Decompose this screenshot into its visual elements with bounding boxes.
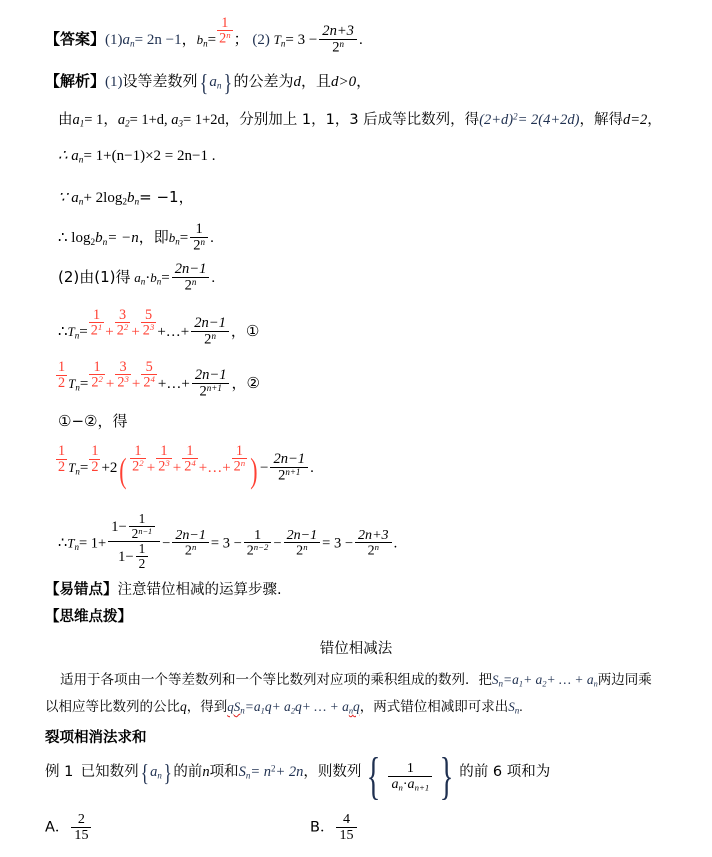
analysis-log-lead: ∵ a: [58, 190, 79, 206]
option-b-fraction: $\frac{4}{15}$: [336, 812, 356, 843]
analysis-a1-val: = 1: [84, 112, 104, 128]
equation-1-terms: [88, 307, 158, 340]
tip-body-line-2: 以相应等比数列的公比q，得到$qS_n=a_1q+ a_2q+$ … + $a_nq$，两式错位相减即可求出$S_n$.: [45, 699, 523, 716]
answer-a-sub: n: [130, 39, 135, 50]
answer-b-sub: n: [203, 38, 208, 49]
option-a-key: A．: [45, 819, 70, 836]
analysis-a1: a: [72, 112, 80, 128]
spellcheck-underline-qsn: $qS_n$: [227, 699, 245, 716]
analysis-d-value: d=2: [623, 112, 648, 128]
next-section-heading-text: 裂项相消法求和: [45, 730, 147, 746]
term-num: 1: [182, 444, 198, 459]
option-a[interactable]: [45, 812, 93, 843]
equation-2-terms: [88, 359, 158, 392]
analysis-a3-val: = 1+2d: [183, 112, 225, 128]
analysis-log2-lead: ∴ log: [58, 230, 91, 247]
answer-period: .: [358, 31, 363, 48]
term-den: $2^3$: [117, 374, 129, 391]
term-fraction: [89, 308, 105, 338]
analysis-eqn-right: = 2(4+2d): [517, 112, 580, 128]
analysis-part2-marker: (2)由(1)得: [58, 268, 131, 287]
next-section-heading: [45, 726, 147, 747]
term-den: $2^4$: [184, 458, 196, 475]
term-num: 3: [115, 308, 131, 323]
geo-numerator: 1− $\frac{1}{2^{n-1}}$: [108, 512, 160, 542]
answer-b: b: [196, 31, 204, 47]
analysis-text-1c: ，且: [300, 72, 331, 90]
answer-T-frac-den: 2$^n$: [332, 38, 345, 56]
term-den: $2^2$: [91, 374, 103, 391]
analysis-line2-text: ，分别加上 1，1，3 后成等比数列，得: [224, 112, 480, 128]
answer-line: [45, 16, 363, 56]
equation-2-last-term: $\frac{2n-1}{2^{n+1}}$: [192, 368, 230, 400]
equation-3-tail-fraction: $\frac{2n-1}{2^{n+1}}$: [270, 452, 308, 484]
term-fraction: [141, 360, 157, 390]
tip-label: 【思维点拨】: [45, 609, 132, 625]
analysis-line-5: ∴ $\log_2b_n= -n$，即$b_n=$ $\frac{1}{2^n}$ .: [58, 221, 214, 254]
term-den: $2^2$: [116, 322, 129, 339]
term-num: 3: [115, 360, 131, 375]
analysis-d: d: [293, 74, 301, 90]
tip-heading-text: 错位相减法: [319, 641, 393, 657]
term-num: 1: [130, 444, 146, 459]
option-b-key: B．: [310, 819, 335, 836]
term-den: $2^1$: [90, 322, 103, 339]
term-fraction: [141, 308, 157, 338]
equation-3-minus: −: [259, 459, 269, 476]
analysis-line2-tail: ，解得: [579, 112, 623, 128]
example-line: 例 1 已知数列{ $a_n$} 的前n项和$S_n= n^2+ 2n$，则数列 { $\frac{1}{a_n\cdot a_{n+1}}$ } 的前 6 项和为: [45, 747, 551, 806]
equation-3-dots: +…+: [198, 459, 231, 476]
term-plus: +: [105, 323, 114, 340]
term-den: $2^2$: [132, 458, 144, 475]
term-fraction: [182, 444, 198, 474]
equation-1-tag: ，①: [230, 321, 260, 340]
equation-final-f1: $\frac{2n-1}{2^n}$: [172, 528, 209, 559]
term-plus: +: [105, 375, 115, 392]
answer-label: 【答案】: [45, 29, 106, 48]
tip-label-line: [45, 605, 132, 626]
term-plus: +: [146, 459, 156, 476]
subtract-line: ①−②，得: [58, 412, 128, 430]
answer-a-eq: = 2n −1: [134, 31, 182, 48]
answer-part1-marker: (1): [105, 31, 123, 48]
equation-2-dots: +…+: [157, 375, 190, 392]
analysis-line2-lead: 由: [58, 112, 73, 128]
answer-b-fraction: [217, 16, 233, 46]
answer-b-frac-den: 2$^n$: [219, 30, 231, 47]
tip-heading: [0, 637, 712, 658]
pitfall-label: 【易错点】: [45, 582, 118, 598]
equation-final: $\therefore T_n= 1+$ 1− $\frac{1}{2^{n-1}}$ 1− $\frac{1}{2}$ − $\frac{2n-1}{2^n}$ = 3 − $\frac{1}{2^{n-2}}$ − $\frac{2n-1}{2^n}$ = 3 − $\frac{2n+3}{2^n}$ .: [58, 511, 398, 571]
analysis-a3: a: [171, 112, 179, 128]
option-b[interactable]: [310, 812, 359, 843]
analysis-line-6: (2)由(1)得 $a_n\cdot b_n=$ $\frac{2n-1}{2^n}$ .: [58, 261, 216, 294]
tip-body2-text-a: 以相应等比数列的公比: [45, 699, 180, 715]
equation-final-f4: $\frac{2n+3}{2^n}$: [355, 528, 392, 559]
analysis-text-1a: 设等差数列: [122, 72, 198, 90]
term-fraction: [115, 308, 131, 338]
term-plus: +: [131, 323, 140, 340]
analysis-a2: a: [117, 112, 126, 128]
equation-3: $\frac{1}{2}$ $T_n=$ $\frac{1}{2}$ +2( $\frac{1}{2^2}$ + $\frac{1}{2^3}$ + $\frac{1}{2^4}$ +…+ $\frac{1}{2^n}$ ) − $\frac{2n-1}{2^{n+1}}$ .: [58, 443, 314, 491]
example-label: 例 1: [45, 764, 74, 780]
analysis-an-lead: ∴ a: [58, 148, 79, 164]
equation-3-terms: [129, 443, 199, 476]
pitfall-line: [45, 578, 282, 599]
term-plus: +: [172, 459, 182, 476]
equation-1-last-term: $\frac{2n-1}{2^n}$: [191, 316, 229, 348]
analysis-line1-end: ，: [356, 72, 372, 90]
analysis-cond: d>0: [331, 74, 357, 90]
analysis-log-eq: + 2log: [83, 190, 123, 206]
equation-final-f2: $\frac{1}{2^{n-2}}$: [244, 528, 272, 559]
answer-b-eq: =: [207, 31, 217, 48]
answer-T-eq: = 3 −: [285, 31, 318, 48]
term-den: $2^4$: [143, 374, 155, 391]
term-fraction: [89, 360, 105, 390]
term-num: 1: [89, 308, 105, 323]
answer-b-frac-num: 1: [217, 16, 233, 31]
answer-semicolon: ；: [233, 29, 249, 48]
term-fraction: [156, 444, 172, 474]
equation-3-last: $\frac{1}{2^n}$: [233, 443, 246, 475]
geo-denominator: 1− $\frac{1}{2}$: [108, 542, 160, 571]
term-fraction: [130, 444, 146, 474]
spellcheck-underline-anq: $_n$q: [348, 699, 360, 716]
analysis-anbn-fraction: $\frac{2n-1}{2^n}$: [172, 262, 210, 294]
pitfall-text: 注意错位相减的运算步骤.: [117, 582, 282, 598]
term-num: 5: [141, 308, 157, 323]
term-num: 1: [156, 444, 172, 459]
analysis-an-formula: = 1+(n−1)×2 = 2n−1 .: [83, 148, 216, 164]
equation-final-geometric-fraction: [108, 512, 160, 571]
equation-1-dots: +…+: [157, 323, 190, 340]
equation-2: $\frac{1}{2}$ $T_n=$ $\frac{1}{2^2}$ + $\frac{3}{2^3}$ + $\frac{5}{2^4}$ +…+ $\frac{2n-1}{2^{n+1}}$ ，②: [58, 359, 260, 400]
option-a-fraction: $\frac{2}{15}$: [71, 812, 91, 843]
analysis-log-tail: = −1，: [139, 188, 194, 206]
equation-1: $\therefore T_n=$ $\frac{1}{2^1}$ + $\frac{3}{2^2}$ + $\frac{5}{2^3}$ +…+ $\frac{2n-1}{2^n}$ ，①: [58, 307, 260, 348]
analysis-label: 【解析】: [45, 72, 106, 90]
term-num: 1: [89, 360, 105, 375]
analysis-a2-val: = 1+d,: [129, 112, 168, 128]
analysis-line-3: ∴ $a_n= 1+(n-1)\times 2 = 2n-1$ .: [58, 148, 216, 166]
analysis-bn-fraction: $\frac{1}{2^n}$: [190, 222, 208, 254]
term-den: $2^3$: [142, 322, 155, 339]
equation-3-half-left: $\frac{1}{2}$: [58, 443, 66, 475]
tip-body-line-1: 适用于各项由一个等差数列和一个等比数列对应项的乘积组成的数列．把$S_n=a_1+ a_2+$ … + $a_n$两边同乘: [60, 672, 652, 689]
answer-a: a: [122, 31, 131, 48]
term-fraction: [115, 360, 131, 390]
answer-part2-marker: (2): [252, 31, 270, 48]
example-text-a: 已知数列: [80, 764, 139, 780]
tip-body-text-a: 适用于各项由一个等差数列和一个等比数列对应项的乘积组成的数列．把: [60, 672, 492, 688]
answer-T-fraction: [319, 24, 357, 56]
term-num: 5: [141, 360, 157, 375]
equation-2-half: $\frac{1}{2}$: [58, 359, 66, 391]
equation-3-half-right: $\frac{1}{2}$: [91, 443, 99, 475]
analysis-line-4: ∵ $a_n+ 2\log_2b_n= -1$，: [58, 188, 194, 208]
term-plus: +: [131, 375, 141, 392]
equation-2-tag: ，②: [231, 373, 260, 392]
answer-comma-1: ，: [181, 29, 197, 48]
analysis-text-1b: 的公差为: [233, 72, 294, 90]
answer-T-sub: n: [280, 38, 286, 49]
analysis-line-1: 【解析】(1)设等差数列{ $a_n$} 的公差为d，且d>0，: [45, 70, 372, 98]
term-den: $2^3$: [158, 458, 170, 475]
analysis-marker-1: (1): [105, 74, 123, 90]
equation-3-plus2: +2: [101, 459, 118, 476]
example-text-e: 的前 6 项和为: [459, 764, 551, 780]
analysis-log2-eq: = −n: [107, 230, 139, 247]
analysis-set-sub: n: [216, 81, 222, 92]
analysis-eqn-left: (2+d): [479, 112, 514, 128]
tip-body-text-b: 两边同乘: [597, 672, 652, 688]
answer-T: T: [273, 31, 281, 47]
answer-T-frac-num: 2n+3: [319, 24, 357, 40]
equation-final-f3: $\frac{2n-1}{2^n}$: [284, 528, 321, 559]
example-fraction: $\frac{1}{a_n\cdot a_{n+1}}$: [388, 761, 432, 792]
analysis-line-2: 由$a_1= 1$，$a_2= 1+d$, $a_3= 1+2d$，分别加上 1，1，3 后成等比数列，得$(2+d)^2= 2(4+2d)$，解得d=2，: [58, 111, 662, 129]
